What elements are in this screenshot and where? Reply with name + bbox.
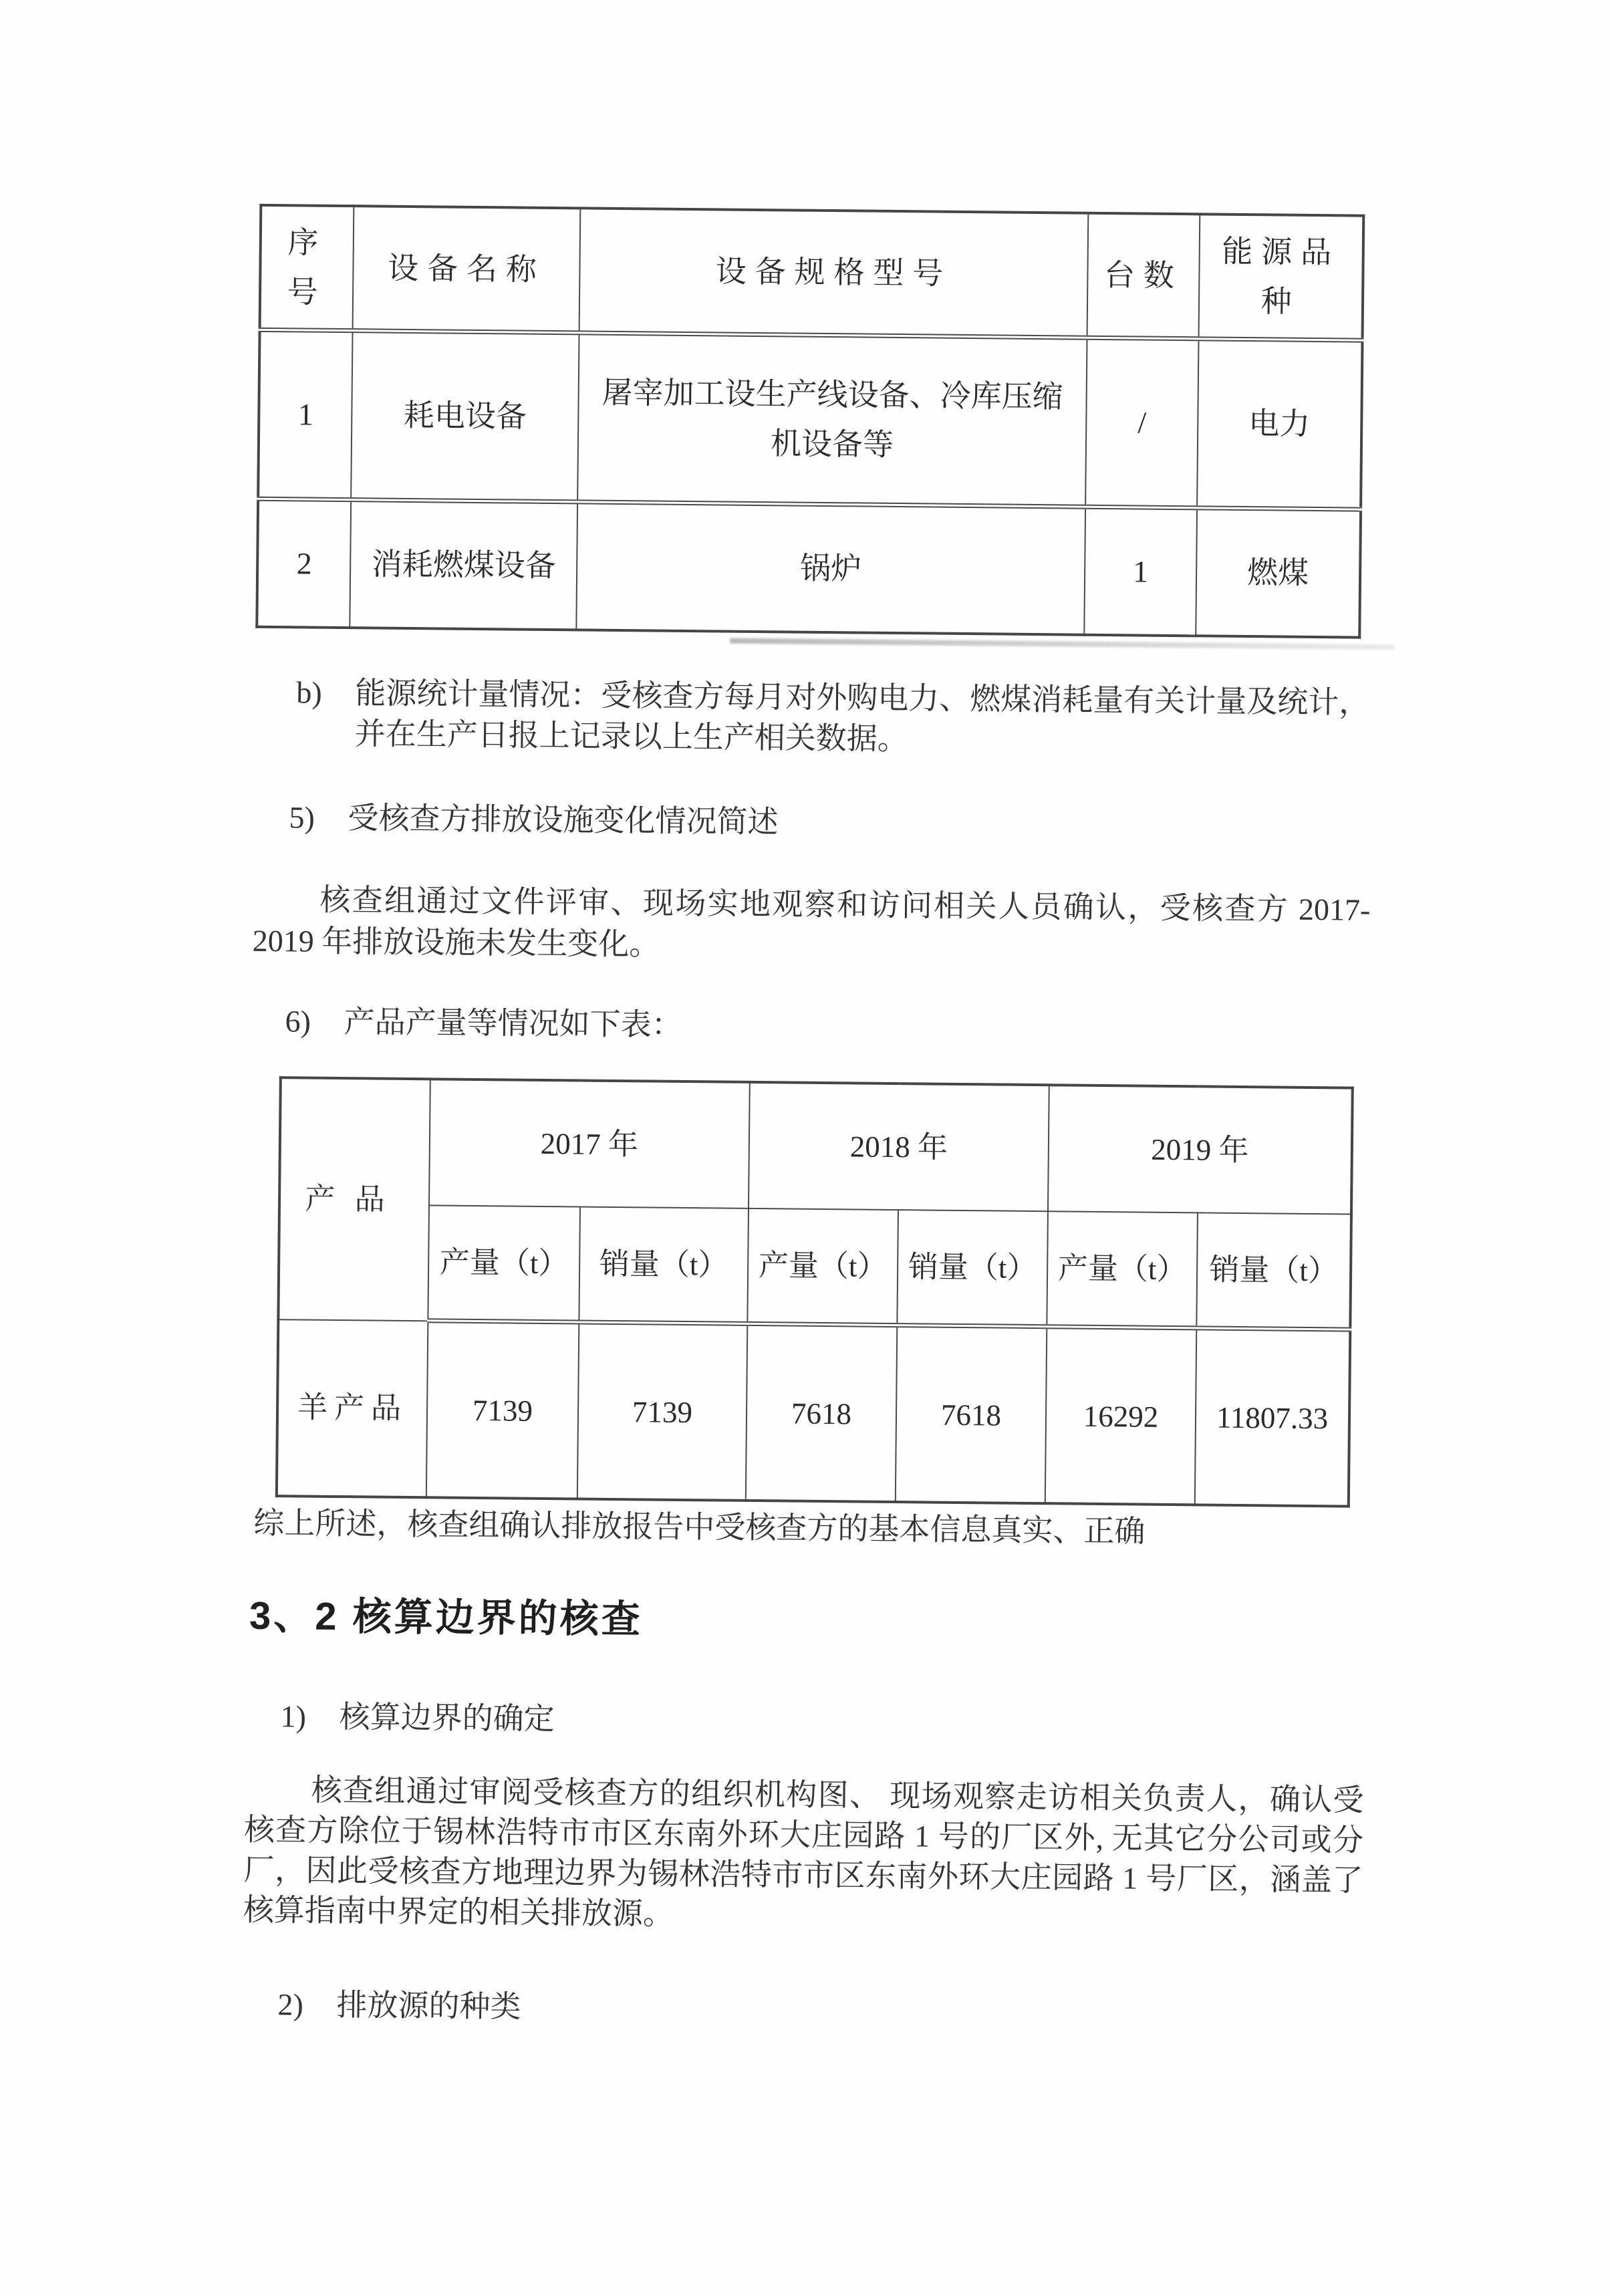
header-cell-units: 台数	[1087, 213, 1200, 339]
list-item-6	[285, 1001, 1355, 1051]
item-label: 1)	[280, 1699, 307, 1734]
section-heading: 3、2 核算边界的核查	[249, 1593, 644, 1642]
item-label: 6)	[285, 1004, 311, 1039]
header-cell-year-2017: 2017 年	[429, 1079, 750, 1208]
paragraph-boundary: 核查组通过审阅受核查方的组织机构图、 现场观察走访相关负责人，确认受核查方除位于锡林浩特市市区东南外环大庄园路 1 号的厂区外, 无其它分公司或分厂，因此受核查方地理边界为锡林浩特市市区东南外环大庄园路 1 号厂区，涵盖了核算指南中界定的相关排放源。	[243, 1773, 1364, 1931]
product-table-year-row	[279, 1077, 1353, 1214]
list-item-2	[277, 1984, 1347, 2035]
header-cell-year-2018: 2018 年	[749, 1082, 1049, 1211]
product-table	[275, 1076, 1354, 1507]
item-text: 排放源的种类	[336, 1988, 521, 2024]
list-item-b	[295, 672, 1382, 764]
header-cell-spec: 设备规格型号	[579, 208, 1089, 338]
list-item-1	[280, 1696, 1350, 1747]
cell-value: 7139	[577, 1322, 748, 1501]
equipment-table	[255, 204, 1365, 639]
product-table-subheader-row	[278, 1204, 1351, 1329]
item-label: 5)	[289, 800, 315, 835]
cell-product: 羊产品	[277, 1319, 428, 1498]
item-text: 核算边界的确定	[339, 1700, 555, 1737]
header-cell-no: 序号	[260, 205, 354, 331]
cell-no: 2	[257, 499, 351, 628]
item-text: 产品产量等情况如下表：	[344, 1005, 682, 1042]
cell-units: 1	[1084, 507, 1197, 636]
cell-units: /	[1085, 338, 1198, 508]
subheader-output: 产量（t）	[428, 1205, 580, 1322]
subheader-output: 产量（t）	[1047, 1211, 1198, 1328]
cell-name: 耗电设备	[351, 331, 579, 502]
item-label: 2)	[277, 1987, 304, 2022]
cell-energy: 电力	[1197, 339, 1362, 509]
cell-no: 1	[258, 330, 352, 499]
product-table-data-row	[277, 1319, 1351, 1507]
subheader-sales: 销量（t）	[1196, 1213, 1351, 1329]
cell-name: 消耗燃煤设备	[350, 500, 577, 630]
item-label: b)	[296, 675, 322, 710]
cell-energy: 燃煤	[1196, 508, 1361, 638]
item-text: 受核查方排放设施变化情况简述	[348, 801, 779, 840]
header-cell-product: 产品	[278, 1077, 430, 1321]
subheader-sales: 销量（t）	[579, 1206, 749, 1323]
cell-value: 7618	[896, 1325, 1047, 1504]
header-cell-name: 设备名称	[353, 206, 581, 333]
list-item-5	[289, 797, 1359, 848]
equipment-table-header-row	[260, 205, 1364, 340]
subheader-sales: 销量（t）	[897, 1210, 1048, 1327]
cell-spec: 锅炉	[576, 502, 1085, 635]
cell-value: 7139	[426, 1321, 579, 1499]
subheader-output: 产量（t）	[747, 1208, 898, 1325]
scan-streak-artifact	[730, 638, 1395, 650]
equipment-row-2	[257, 499, 1361, 637]
header-cell-energy: 能源品种	[1199, 214, 1364, 340]
cell-value: 11807.33	[1195, 1328, 1351, 1507]
cell-spec: 屠宰加工设生产线设备、冷库压缩机设备等	[577, 333, 1087, 507]
paragraph-facility-change: 核查组通过文件评审、现场实地观察和访问相关人员确认，受核查方 2017-2019 年排放设施未发生变化。	[252, 882, 1371, 962]
paragraph-summary: 综上所述，核查组确认排放报告中受核查方的基本信息真实、正确	[253, 1505, 1146, 1549]
item-text: 能源统计量情况：受核查方每月对外购电力、燃煤消耗量有关计量及统计，并在生产日报上记录以上生产相关数据。	[354, 676, 1370, 757]
cell-value: 16292	[1045, 1327, 1197, 1505]
equipment-row-1	[258, 330, 1362, 509]
header-cell-year-2019: 2019 年	[1048, 1085, 1353, 1214]
cell-value: 7618	[746, 1323, 898, 1502]
